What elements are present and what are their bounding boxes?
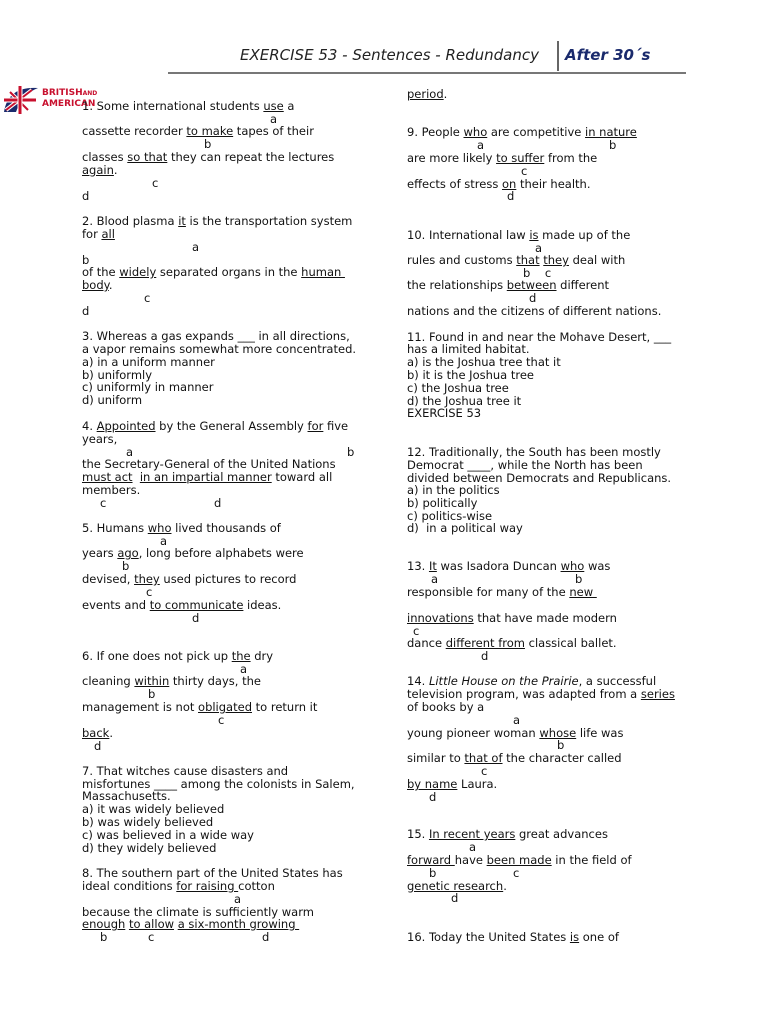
- text-segment: television program, was adapted from a: [407, 687, 641, 701]
- underlined-segment: that of: [464, 751, 503, 765]
- text-line: [82, 266, 345, 279]
- text-segment: 12. Traditionally, the South has been mostly: [407, 445, 661, 459]
- text-line: [82, 842, 216, 855]
- text-segment: a) is the Joshua tree that it: [407, 355, 561, 369]
- text-segment: are more likely: [407, 151, 497, 165]
- text-segment: c: [218, 713, 225, 727]
- text-segment: c: [413, 624, 420, 638]
- underlined-segment: for raising: [176, 879, 239, 893]
- underlined-segment: back: [82, 726, 110, 740]
- text-segment: in the field of: [551, 853, 632, 867]
- text-segment: separated organs in the: [156, 265, 302, 279]
- text-segment: tapes of their: [233, 124, 314, 138]
- text-segment: responsible for many of the: [407, 585, 570, 599]
- text-segment: divided between Democrats and Republicans.: [407, 471, 672, 485]
- underlined-segment: forward: [407, 853, 455, 867]
- underlined-segment: so that: [127, 150, 168, 164]
- text-segment: 6. If one does not pick up: [82, 649, 232, 663]
- text-line: [82, 151, 334, 164]
- text-segment: [133, 470, 140, 484]
- text-segment: are competitive: [487, 125, 586, 139]
- text-segment: that have made modern: [473, 611, 617, 625]
- header-divider: [557, 41, 559, 71]
- underlined-segment: enough: [82, 917, 126, 931]
- text-segment: of the: [82, 265, 120, 279]
- text-line: [82, 547, 304, 560]
- text-line: [100, 497, 106, 510]
- text-segment: c) was believed in a wide way: [82, 828, 254, 842]
- text-segment: 10. International law: [407, 228, 530, 242]
- text-line: [407, 701, 484, 714]
- text-segment: b: [148, 687, 156, 701]
- text-segment: classical ballet.: [524, 636, 617, 650]
- text-segment: c: [481, 764, 488, 778]
- underlined-segment: who: [147, 521, 172, 535]
- text-segment: a: [477, 138, 485, 152]
- text-segment: life was: [576, 726, 624, 740]
- text-segment: , long before alphabets were: [138, 546, 304, 560]
- text-segment: the character called: [502, 751, 622, 765]
- underlined-segment: who: [463, 125, 488, 139]
- text-line: [407, 522, 523, 535]
- text-segment: 11. Found in and near the Mohave Desert, ___: [407, 330, 672, 344]
- underlined-segment: body: [82, 278, 109, 292]
- underlined-segment: a six-month growing: [177, 917, 300, 931]
- text-line: [407, 586, 597, 599]
- text-segment: a) in the politics: [407, 483, 500, 497]
- text-line: [451, 892, 458, 905]
- text-line: [609, 139, 616, 152]
- text-segment: lived thousands of: [171, 521, 281, 535]
- text-line: [82, 394, 142, 407]
- underlined-segment: between: [506, 278, 557, 292]
- text-segment: nations and the citizens of different nations.: [407, 304, 662, 318]
- text-segment: b: [347, 445, 355, 459]
- header-tag: After 30´s: [565, 46, 651, 64]
- text-segment: the relationships: [407, 278, 507, 292]
- text-segment: 4.: [82, 419, 97, 433]
- text-segment: a: [283, 99, 295, 113]
- text-line: [429, 791, 436, 804]
- text-segment: , a successful: [578, 674, 657, 688]
- underlined-segment: is: [529, 228, 539, 242]
- text-segment: b c: [523, 266, 552, 280]
- text-segment: toward all: [271, 470, 333, 484]
- text-segment: management is not: [82, 700, 199, 714]
- text-line: [407, 407, 481, 420]
- text-segment: .: [108, 278, 113, 292]
- text-segment: 2. Blood plasma: [82, 214, 179, 228]
- text-segment: 7. That witches cause disasters and: [82, 764, 289, 778]
- text-segment: is the transportation system: [185, 214, 353, 228]
- text-line: [407, 126, 637, 139]
- underlined-segment: must act: [82, 470, 133, 484]
- underlined-segment: use: [263, 99, 284, 113]
- text-line: [192, 612, 199, 625]
- text-segment: five: [323, 419, 349, 433]
- underlined-segment: to suffer: [496, 151, 545, 165]
- text-segment: b: [100, 930, 108, 944]
- text-segment: a: [469, 840, 477, 854]
- text-segment: a: [535, 241, 543, 255]
- text-line: [82, 420, 348, 433]
- text-segment: d: [507, 189, 515, 203]
- underlined-segment: to make: [186, 124, 234, 138]
- text-line: [407, 612, 617, 625]
- text-segment: d) in a political way: [407, 521, 523, 535]
- underlined-segment: in nature: [585, 125, 637, 139]
- text-segment: events and: [82, 598, 150, 612]
- text-segment: EXERCISE 53: [407, 406, 482, 420]
- text-line: [82, 484, 140, 497]
- text-segment: d: [214, 496, 222, 510]
- text-segment: c) politics-wise: [407, 509, 493, 523]
- union-jack-icon: [2, 82, 40, 116]
- text-line: [82, 522, 281, 535]
- text-line: [407, 254, 625, 267]
- underlined-segment: new: [569, 585, 597, 599]
- text-line: [407, 727, 623, 740]
- underlined-segment: Appointed: [96, 419, 156, 433]
- text-segment: 14.: [407, 674, 429, 688]
- text-line: [82, 701, 317, 714]
- text-segment: c: [100, 496, 107, 510]
- text-segment: a) it was widely believed: [82, 802, 225, 816]
- underlined-segment: they: [134, 572, 160, 586]
- text-line: [152, 177, 158, 190]
- text-segment: a: [234, 892, 242, 906]
- underlined-segment: the: [231, 649, 251, 663]
- text-segment: c) uniformly in manner: [82, 380, 214, 394]
- text-line: [407, 178, 590, 191]
- text-line: [262, 931, 269, 944]
- text-segment: thirty days, the: [169, 674, 261, 688]
- text-segment: classes: [82, 150, 128, 164]
- text-segment: 3. Whereas a gas expands ___ in all directions,: [82, 329, 350, 343]
- text-segment: c: [521, 164, 528, 178]
- text-segment: to return it: [252, 700, 318, 714]
- text-segment: d) they widely believed: [82, 841, 217, 855]
- text-line: [513, 867, 519, 880]
- underlined-segment: widely: [119, 265, 157, 279]
- underlined-segment: again: [82, 163, 114, 177]
- underlined-segment: by name: [407, 777, 458, 791]
- text-segment: c) the Joshua tree: [407, 381, 509, 395]
- text-segment: d: [529, 291, 537, 305]
- text-segment: 8. The southern part of the United States has: [82, 866, 343, 880]
- underlined-segment: whose: [539, 726, 577, 740]
- underlined-segment: been made: [486, 853, 552, 867]
- text-line: [82, 100, 294, 113]
- text-segment: d: [82, 304, 90, 318]
- text-line: [94, 740, 101, 753]
- text-segment: cassette recorder: [82, 124, 187, 138]
- text-line: [407, 152, 597, 165]
- underlined-segment: it: [178, 214, 186, 228]
- text-segment: 16. Today the United States: [407, 930, 570, 944]
- text-segment: d: [262, 930, 270, 944]
- text-line: [148, 931, 154, 944]
- text-segment: b) politically: [407, 496, 478, 510]
- underlined-segment: for: [307, 419, 324, 433]
- text-segment: used pictures to record: [159, 572, 297, 586]
- text-segment: similar to: [407, 751, 465, 765]
- text-segment: d: [94, 739, 102, 753]
- text-line: [347, 446, 354, 459]
- text-line: [407, 931, 619, 944]
- underlined-segment: human: [301, 265, 345, 279]
- text-segment: b: [82, 253, 90, 267]
- underlined-segment: they: [543, 253, 569, 267]
- text-segment: their health.: [516, 177, 591, 191]
- text-line: [407, 279, 609, 292]
- text-segment: d: [82, 189, 90, 203]
- text-line: [82, 880, 275, 893]
- text-segment: b: [609, 138, 617, 152]
- text-segment: effects of stress: [407, 177, 502, 191]
- text-line: [407, 229, 630, 242]
- text-line: [82, 190, 89, 203]
- text-segment: ideal conditions: [82, 879, 177, 893]
- text-segment: years,: [82, 432, 118, 446]
- text-segment: made up of the: [538, 228, 631, 242]
- underlined-segment: to allow: [128, 917, 175, 931]
- text-segment: young pioneer woman: [407, 726, 540, 740]
- exercise-title: EXERCISE 53 - Sentences - Redundancy: [240, 46, 539, 64]
- underlined-segment: ago: [117, 546, 139, 560]
- text-segment: Laura.: [457, 777, 498, 791]
- underlined-segment: obligated: [198, 700, 252, 714]
- text-segment: d: [429, 790, 437, 804]
- text-segment: 5. Humans: [82, 521, 148, 535]
- underlined-segment: who: [560, 559, 585, 573]
- text-segment: Little House on the Prairie: [428, 674, 579, 688]
- text-segment: great advances: [515, 827, 608, 841]
- text-line: [407, 305, 661, 318]
- text-segment: they can repeat the lectures: [167, 150, 335, 164]
- text-segment: different: [556, 278, 610, 292]
- underlined-segment: innovations: [407, 611, 474, 625]
- underlined-segment: In recent years: [428, 827, 516, 841]
- text-segment: d: [451, 891, 459, 905]
- text-segment: of books by a: [407, 700, 485, 714]
- text-line: [407, 828, 608, 841]
- text-segment: was Isadora Duncan: [436, 559, 561, 573]
- text-line: [82, 305, 89, 318]
- text-segment: devised,: [82, 572, 135, 586]
- text-segment: rules and customs: [407, 253, 517, 267]
- text-segment: d) uniform: [82, 393, 143, 407]
- logo-text: BRITISHAND AMERICAN: [42, 88, 98, 109]
- text-line: [82, 675, 261, 688]
- text-line: [82, 228, 115, 241]
- underlined-segment: all: [101, 227, 115, 241]
- text-segment: years: [82, 546, 118, 560]
- text-line: [214, 497, 221, 510]
- text-segment: 15.: [407, 827, 429, 841]
- text-segment: have: [454, 853, 487, 867]
- page-header: [168, 36, 686, 74]
- text-line: [218, 714, 224, 727]
- text-line: [82, 433, 117, 446]
- text-segment: a: [126, 445, 134, 459]
- text-segment: b) uniformly: [82, 368, 153, 382]
- text-segment: c: [146, 585, 153, 599]
- underlined-segment: in an impartial manner: [139, 470, 272, 484]
- text-segment: c: [148, 930, 155, 944]
- underlined-segment: within: [134, 674, 170, 688]
- text-segment: .: [109, 726, 113, 740]
- text-segment: a: [160, 534, 168, 548]
- text-segment: members.: [82, 483, 141, 497]
- text-segment: b: [557, 738, 565, 752]
- text-segment: by the General Assembly: [155, 419, 308, 433]
- text-segment: b) was widely believed: [82, 815, 214, 829]
- text-segment: b) it is the Joshua tree: [407, 368, 535, 382]
- underlined-segment: on: [501, 177, 517, 191]
- text-segment: 9. People: [407, 125, 464, 139]
- text-segment: .: [113, 163, 118, 177]
- text-line: [407, 637, 617, 650]
- text-segment: one of: [579, 930, 619, 944]
- underlined-segment: is: [569, 930, 580, 944]
- underlined-segment: to communicate: [149, 598, 244, 612]
- text-segment: because the climate is sufficiently warm: [82, 905, 314, 919]
- text-segment: was: [584, 559, 611, 573]
- text-segment: a vapor remains somewhat more concentrated.: [82, 342, 357, 356]
- text-segment: misfortunes ____ among the colonists in Salem,: [82, 777, 355, 791]
- text-segment: d: [481, 649, 489, 663]
- underlined-segment: series: [640, 687, 675, 701]
- text-segment: b: [204, 137, 212, 151]
- underlined-segment: different from: [445, 636, 525, 650]
- text-segment: a: [270, 112, 278, 126]
- underlined-segment: genetic research: [407, 879, 504, 893]
- text-segment: has a limited habitat.: [407, 342, 530, 356]
- text-segment: .: [443, 87, 448, 101]
- text-segment: 13.: [407, 559, 429, 573]
- text-line: [144, 292, 150, 305]
- text-line: [82, 279, 112, 292]
- text-segment: Massachusetts.: [82, 789, 171, 803]
- text-segment: 1. Some international students: [82, 99, 264, 113]
- underlined-segment: It: [428, 559, 437, 573]
- text-line: [481, 650, 488, 663]
- text-segment: b: [575, 572, 583, 586]
- text-segment: d) the Joshua tree it: [407, 394, 522, 408]
- text-segment: cleaning: [82, 674, 135, 688]
- text-segment: ideas.: [243, 598, 282, 612]
- text-line: [82, 125, 314, 138]
- text-line: [82, 215, 352, 228]
- underlined-segment: that: [516, 253, 540, 267]
- text-line: [407, 752, 622, 765]
- underlined-segment: period: [407, 87, 444, 101]
- text-segment: cotton: [238, 879, 275, 893]
- text-line: [407, 88, 447, 101]
- text-line: [82, 164, 118, 177]
- text-segment: the Secretary-General of the United Nations: [82, 457, 336, 471]
- text-segment: a: [513, 713, 521, 727]
- text-line: [82, 573, 296, 586]
- text-line: [82, 599, 281, 612]
- text-segment: dry: [250, 649, 274, 663]
- text-segment: b: [429, 866, 437, 880]
- text-segment: c: [152, 176, 159, 190]
- text-segment: c: [144, 291, 151, 305]
- text-segment: from the: [544, 151, 598, 165]
- text-segment: .: [503, 879, 507, 893]
- text-segment: for: [82, 227, 102, 241]
- text-segment: dance: [407, 636, 446, 650]
- text-segment: Democrat ____, while the North has been: [407, 458, 643, 472]
- text-line: [507, 190, 514, 203]
- text-line: [100, 931, 107, 944]
- text-line: [192, 241, 199, 254]
- text-segment: a) in a uniform manner: [82, 355, 215, 369]
- text-segment: c: [513, 866, 520, 880]
- text-segment: a: [431, 572, 439, 586]
- text-segment: d: [192, 611, 200, 625]
- text-segment: deal with: [568, 253, 626, 267]
- text-segment: a: [240, 662, 248, 676]
- text-segment: b: [122, 559, 130, 573]
- text-segment: a: [192, 240, 200, 254]
- text-line: [407, 778, 497, 791]
